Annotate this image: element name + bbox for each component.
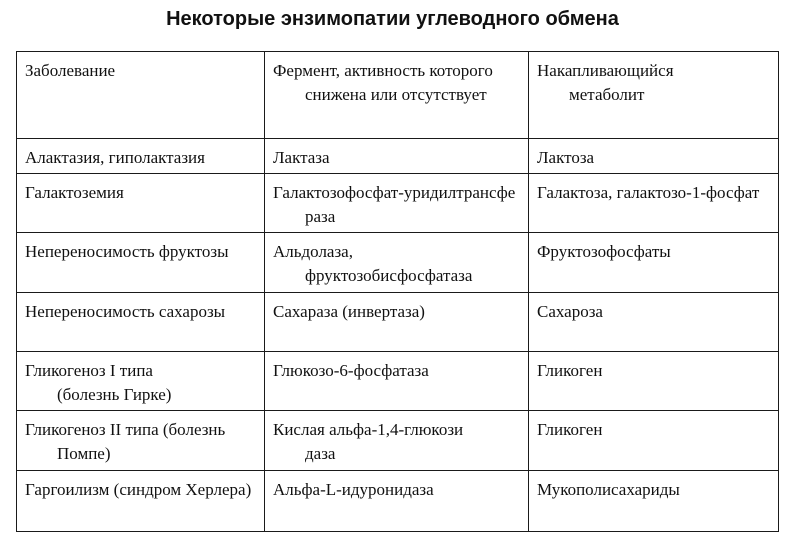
disease-text: Алактазия, гиполактазия (25, 148, 205, 167)
enzyme-cell (265, 139, 529, 174)
header-disease-text: Заболевание (25, 61, 116, 80)
enzyme-text: Кислая альфа-1,4-глюкозидаза (273, 420, 464, 463)
disease-cell (17, 471, 265, 532)
header-enzyme-text: Фермент, активность которого снижена или отсутствует (273, 61, 493, 104)
disease-text: Гликогеноз II типа (болезнь Помпе) (25, 420, 226, 463)
metabolite-cell (529, 174, 779, 233)
table-row (17, 174, 779, 233)
disease-cell (17, 293, 265, 352)
header-cell-enzyme (265, 52, 529, 139)
enzyme-text: Галактозофосфат-уридилтрансфераза (273, 183, 516, 226)
metabolite-text: Галактоза, галактозо-1-фосфат (537, 183, 760, 202)
enzyme-cell (265, 233, 529, 293)
enzyme-cell (265, 174, 529, 233)
table-row (17, 233, 779, 293)
disease-text: Гаргоилизм (синдром Херлера) (25, 480, 252, 499)
metabolite-cell (529, 139, 779, 174)
table-header-row (17, 52, 779, 139)
metabolite-text: Лактоза (537, 148, 595, 167)
disease-text: Галактоземия (25, 183, 124, 202)
disease-cell (17, 139, 265, 174)
enzyme-cell (265, 471, 529, 532)
disease-text: Непереносимость сахарозы (25, 302, 226, 321)
metabolite-text: Мукополисахариды (537, 480, 680, 499)
disease-text: Непереносимость фруктозы (25, 242, 229, 261)
enzyme-cell (265, 293, 529, 352)
disease-cell (17, 174, 265, 233)
enzymopathy-table (16, 51, 779, 532)
metabolite-cell (529, 471, 779, 532)
disease-cell (17, 352, 265, 411)
metabolite-text: Сахароза (537, 302, 603, 321)
enzyme-text: Лактаза (273, 148, 330, 167)
enzyme-text: Сахараза (инвертаза) (273, 302, 425, 321)
metabolite-cell (529, 233, 779, 293)
metabolite-cell (529, 411, 779, 471)
page-title: Некоторые энзимопатии углеводного обмена (166, 8, 619, 30)
enzyme-text: Альдолаза, фруктозобисфосфатаза (273, 242, 473, 285)
header-metabolite-text: Накапливающийся метаболит (537, 61, 674, 104)
disease-text: Гликогеноз I типа (болезнь Гирке) (25, 361, 172, 404)
metabolite-text: Гликоген (537, 420, 603, 439)
table-row (17, 411, 779, 471)
header-cell-disease (17, 52, 265, 139)
metabolite-cell (529, 352, 779, 411)
metabolite-text: Гликоген (537, 361, 603, 380)
header-cell-metabolite (529, 52, 779, 139)
table-row (17, 139, 779, 174)
table-row (17, 352, 779, 411)
table-row (17, 471, 779, 532)
metabolite-cell (529, 293, 779, 352)
enzyme-text: Глюкозо-6-фосфатаза (273, 361, 429, 380)
enzyme-text: Альфа-L-идуронидаза (273, 480, 434, 499)
enzyme-cell (265, 411, 529, 471)
metabolite-text: Фруктозофосфаты (537, 242, 671, 261)
disease-cell (17, 411, 265, 471)
table-row (17, 293, 779, 352)
disease-cell (17, 233, 265, 293)
enzyme-cell (265, 352, 529, 411)
